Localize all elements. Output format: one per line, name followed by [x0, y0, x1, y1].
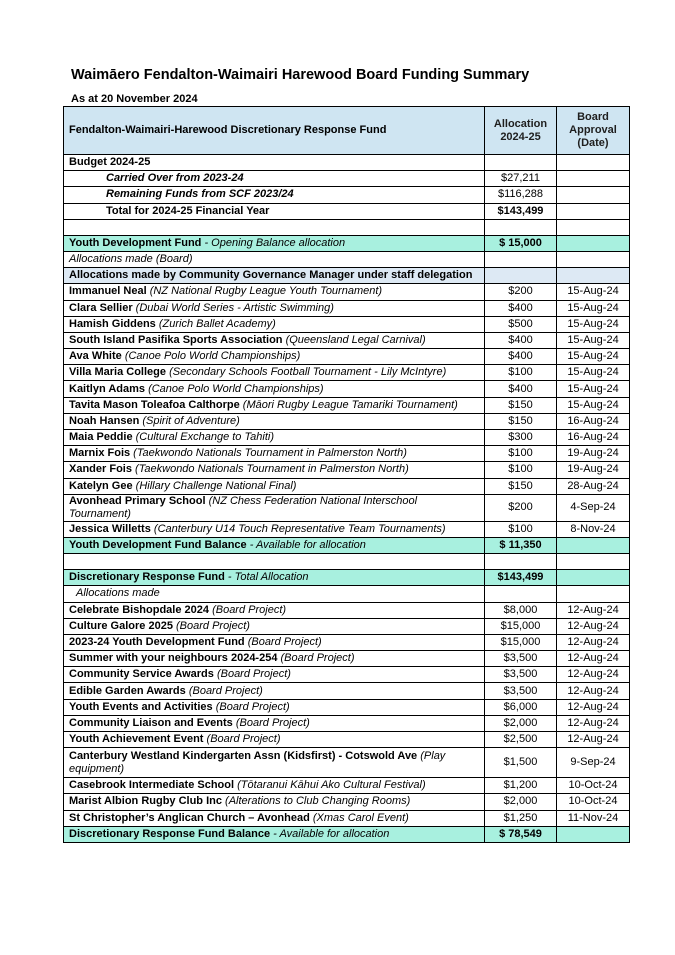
allocation-amount: $6,000: [485, 699, 557, 715]
budget-row: [64, 155, 630, 171]
approval-date: 12-Aug-24: [557, 699, 630, 715]
allocation-recipient-cell: [64, 715, 485, 731]
recipient-name: Ava White: [69, 350, 122, 363]
table-row: [64, 316, 630, 332]
recipient-name: Clara Sellier: [69, 301, 133, 314]
allocation-recipient-cell: [64, 683, 485, 699]
recipient-name: Marnix Fois: [69, 447, 131, 460]
recipient-purpose: (NZ National Rugby League Youth Tournament): [146, 285, 383, 298]
recipient-name: Noah Hansen: [69, 414, 140, 427]
drf-balance-note: - Available for allocation: [270, 827, 390, 840]
recipient-name: Culture Galore 2025: [69, 619, 173, 632]
approval-date: 15-Aug-24: [557, 300, 630, 316]
table-row: [64, 810, 630, 826]
recipient-purpose: (Māori Rugby League Tamariki Tournament): [239, 398, 458, 411]
drf-heading-row: [64, 570, 630, 586]
recipient-purpose: (Board Project): [212, 700, 290, 713]
approval-date: 12-Aug-24: [557, 732, 630, 748]
allocation-amount: $1,200: [485, 778, 557, 794]
allocation-amount: $300: [485, 430, 557, 446]
carried-over-row: [64, 171, 630, 187]
approval-date: 15-Aug-24: [557, 332, 630, 348]
header-fund-name: Fendalton-Waimairi-Harewood Discretionary Response Fund: [64, 107, 485, 155]
remaining-funds-row: [64, 187, 630, 203]
drf-heading: Discretionary Response Fund: [69, 571, 225, 584]
allocation-amount: $1,250: [485, 810, 557, 826]
recipient-name: Community Service Awards: [69, 668, 214, 681]
recipient-name: 2023-24 Youth Development Fund: [69, 635, 245, 648]
funding-table: [63, 106, 630, 843]
table-row: [64, 618, 630, 634]
allocation-recipient-cell: [64, 651, 485, 667]
allocation-recipient-cell: [64, 699, 485, 715]
recipient-name: Avonhead Primary School: [69, 494, 206, 507]
approval-date: 16-Aug-24: [557, 430, 630, 446]
recipient-purpose: (Queensland Legal Carnival): [282, 333, 426, 346]
allocation-recipient-cell: [64, 667, 485, 683]
allocation-recipient-cell: [64, 413, 485, 429]
approval-date: 28-Aug-24: [557, 478, 630, 494]
recipient-purpose: (Canoe Polo World Championships): [145, 382, 324, 395]
youth-fund-heading: Youth Development Fund: [69, 236, 202, 249]
recipient-purpose: (Spirit of Adventure): [139, 414, 240, 427]
youth-balance-value: $ 11,350: [485, 537, 557, 553]
approval-date: 15-Aug-24: [557, 284, 630, 300]
recipient-purpose: (Canterbury U14 Touch Representative Team Tournaments): [150, 522, 446, 535]
approval-date: 12-Aug-24: [557, 602, 630, 618]
table-row: [64, 365, 630, 381]
recipient-name: St Christopher’s Anglican Church – Avonhead: [69, 811, 310, 824]
approval-date: 4-Sep-24: [557, 494, 630, 521]
allocation-amount: $2,000: [485, 794, 557, 810]
allocation-recipient-cell: [64, 397, 485, 413]
allocation-amount: $400: [485, 349, 557, 365]
recipient-purpose: (Alterations to Club Changing Rooms): [221, 795, 411, 808]
allocation-amount: $150: [485, 478, 557, 494]
table-row: [64, 634, 630, 650]
recipient-name: South Island Pasifika Sports Association: [69, 333, 283, 346]
allocation-amount: $150: [485, 397, 557, 413]
approval-date: 9-Sep-24: [557, 748, 630, 778]
recipient-purpose: (Taekwondo Nationals Tournament in Palmerston North): [130, 447, 407, 460]
table-row: [64, 381, 630, 397]
recipient-purpose: (Board Project): [232, 716, 310, 729]
recipient-name: Jessica Willetts: [69, 522, 151, 535]
allocation-recipient-cell: [64, 365, 485, 381]
table-row: [64, 494, 630, 521]
allocation-recipient-cell: [64, 316, 485, 332]
allocation-amount: $500: [485, 316, 557, 332]
allocation-recipient-cell: [64, 300, 485, 316]
approval-date: 15-Aug-24: [557, 316, 630, 332]
header-approval-date: Board Approval (Date): [557, 107, 630, 155]
allocation-amount: $400: [485, 300, 557, 316]
recipient-name: Edible Garden Awards: [69, 684, 186, 697]
recipient-purpose: (Zurich Ballet Academy): [155, 317, 276, 330]
remaining-funds-value: $116,288: [485, 187, 557, 203]
recipient-purpose: (Cultural Exchange to Tahiti): [132, 431, 275, 444]
approval-date: 10-Oct-24: [557, 794, 630, 810]
allocation-amount: $100: [485, 462, 557, 478]
recipient-name: Youth Events and Activities: [69, 700, 213, 713]
delegation-heading-row: [64, 268, 630, 284]
table-row: [64, 778, 630, 794]
approval-date: 15-Aug-24: [557, 381, 630, 397]
approval-date: 19-Aug-24: [557, 446, 630, 462]
approval-date: 15-Aug-24: [557, 397, 630, 413]
recipient-purpose: (Board Project): [213, 668, 291, 681]
table-row: [64, 430, 630, 446]
recipient-name: Xander Fois: [69, 463, 132, 476]
recipient-purpose: (NZ Chess Federation National Interschool Tournament): [69, 494, 418, 520]
drf-total-value: $143,499: [485, 570, 557, 586]
allocation-recipient-cell: [64, 446, 485, 462]
allocation-recipient-cell: [64, 349, 485, 365]
allocation-amount: $1,500: [485, 748, 557, 778]
spacer-row: [64, 554, 630, 570]
table-row: [64, 446, 630, 462]
budget-label: Budget 2024-25: [64, 155, 485, 171]
recipient-purpose: (Taekwondo Nationals Tournament in Palmerston North): [131, 463, 409, 476]
approval-date: 8-Nov-24: [557, 521, 630, 537]
allocation-recipient-cell: [64, 521, 485, 537]
recipient-purpose: (Board Project): [277, 652, 355, 665]
table-row: [64, 651, 630, 667]
carried-over-value: $27,211: [485, 171, 557, 187]
recipient-name: Hamish Giddens: [69, 317, 156, 330]
table-row: [64, 462, 630, 478]
allocation-amount: $2,500: [485, 732, 557, 748]
recipient-purpose: (Board Project): [244, 635, 322, 648]
page-subtitle: As at 20 November 2024: [71, 93, 198, 105]
table-row: [64, 794, 630, 810]
allocation-amount: $15,000: [485, 634, 557, 650]
youth-balance-note: - Available for allocation: [246, 539, 366, 552]
table-row: [64, 397, 630, 413]
recipient-purpose: (Secondary Schools Football Tournament - Lily McIntyre): [166, 366, 447, 379]
recipient-purpose: (Canoe Polo World Championships): [121, 350, 301, 363]
table-row: [64, 748, 630, 778]
drf-balance-value: $ 78,549: [485, 826, 557, 842]
approval-date: 15-Aug-24: [557, 365, 630, 381]
recipient-purpose: (Dubai World Series - Artistic Swimming): [132, 301, 334, 314]
allocation-recipient-cell: [64, 494, 485, 521]
approval-date: 12-Aug-24: [557, 651, 630, 667]
drf-allocations-label: Allocations made: [64, 586, 485, 602]
allocation-amount: $400: [485, 332, 557, 348]
allocation-recipient-cell: [64, 332, 485, 348]
allocation-recipient-cell: [64, 794, 485, 810]
table-row: [64, 413, 630, 429]
approval-date: 19-Aug-24: [557, 462, 630, 478]
recipient-name: Canterbury Westland Kindergarten Assn (Kidsfirst) - Cotswold Ave: [69, 749, 418, 762]
recipient-name: Community Liaison and Events: [69, 716, 233, 729]
recipient-purpose: (Board Project): [185, 684, 263, 697]
allocation-recipient-cell: [64, 478, 485, 494]
allocation-amount: $8,000: [485, 602, 557, 618]
allocation-recipient-cell: [64, 430, 485, 446]
table-row: [64, 715, 630, 731]
recipient-name: Immanuel Neal: [69, 285, 147, 298]
table-row: [64, 732, 630, 748]
approval-date: 11-Nov-24: [557, 810, 630, 826]
approval-date: 12-Aug-24: [557, 667, 630, 683]
table-row: [64, 284, 630, 300]
allocation-amount: $3,500: [485, 651, 557, 667]
youth-fund-heading-note: - Opening Balance allocation: [201, 236, 346, 249]
allocation-amount: $100: [485, 446, 557, 462]
allocation-amount: $150: [485, 413, 557, 429]
recipient-purpose: (Board Project): [172, 619, 250, 632]
recipient-name: Marist Albion Rugby Club Inc: [69, 795, 222, 808]
table-row: [64, 332, 630, 348]
youth-board-allocations-label: Allocations made (Board): [64, 251, 485, 267]
allocation-recipient-cell: [64, 602, 485, 618]
allocation-recipient-cell: [64, 618, 485, 634]
delegation-heading: Allocations made by Community Governance Manager under staff delegation: [64, 268, 485, 284]
allocation-recipient-cell: [64, 462, 485, 478]
allocation-amount: $3,500: [485, 683, 557, 699]
allocation-amount: $3,500: [485, 667, 557, 683]
carried-over-label: Carried Over from 2023-24: [64, 171, 485, 187]
table-row: [64, 699, 630, 715]
allocation-amount: $2,000: [485, 715, 557, 731]
recipient-purpose: (Board Project): [203, 733, 281, 746]
allocation-amount: $100: [485, 521, 557, 537]
table-row: [64, 478, 630, 494]
recipient-purpose: (Tōtaranui Kāhui Ako Cultural Festival): [234, 779, 426, 792]
spacer-row: [64, 219, 630, 235]
table-row: [64, 602, 630, 618]
youth-balance-label: Youth Development Fund Balance: [69, 539, 247, 552]
allocation-amount: $400: [485, 381, 557, 397]
youth-balance-row: [64, 537, 630, 553]
allocation-recipient-cell: [64, 748, 485, 778]
recipient-name: Casebrook Intermediate School: [69, 779, 235, 792]
remaining-funds-label: Remaining Funds from SCF 2023/24: [64, 187, 485, 203]
approval-date: 10-Oct-24: [557, 778, 630, 794]
recipient-name: Youth Achievement Event: [69, 733, 204, 746]
allocation-recipient-cell: [64, 732, 485, 748]
table-row: [64, 521, 630, 537]
approval-date: 16-Aug-24: [557, 413, 630, 429]
recipient-name: Celebrate Bishopdale 2024: [69, 603, 210, 616]
approval-date: 15-Aug-24: [557, 349, 630, 365]
allocation-recipient-cell: [64, 810, 485, 826]
recipient-purpose: (Play equipment): [69, 749, 446, 775]
table-row: [64, 667, 630, 683]
allocation-recipient-cell: [64, 381, 485, 397]
drf-heading-note: - Total Allocation: [224, 571, 309, 584]
total-value: $143,499: [485, 203, 557, 219]
approval-date: 12-Aug-24: [557, 715, 630, 731]
table-header-row: [64, 107, 630, 155]
youth-board-allocations-row: [64, 251, 630, 267]
recipient-purpose: (Board Project): [209, 603, 287, 616]
approval-date: 12-Aug-24: [557, 683, 630, 699]
allocation-recipient-cell: [64, 778, 485, 794]
total-label: Total for 2024-25 Financial Year: [64, 203, 485, 219]
total-row: [64, 203, 630, 219]
table-row: [64, 683, 630, 699]
recipient-name: Kaitlyn Adams: [69, 382, 146, 395]
youth-fund-opening-value: $ 15,000: [485, 235, 557, 251]
recipient-purpose: (Xmas Carol Event): [309, 811, 409, 824]
allocation-amount: $200: [485, 284, 557, 300]
approval-date: 12-Aug-24: [557, 618, 630, 634]
drf-allocations-row: [64, 586, 630, 602]
allocation-amount: $100: [485, 365, 557, 381]
recipient-name: Summer with your neighbours 2024-254: [69, 652, 278, 665]
recipient-purpose: (Hillary Challenge National Final): [132, 479, 297, 492]
table-row: [64, 300, 630, 316]
page-title: Waimāero Fendalton-Waimairi Harewood Board Funding Summary: [71, 67, 530, 83]
recipient-name: Maia Peddie: [69, 431, 133, 444]
approval-date: 12-Aug-24: [557, 634, 630, 650]
drf-balance-row: [64, 826, 630, 842]
allocation-amount: $200: [485, 494, 557, 521]
recipient-name: Villa Maria College: [69, 366, 167, 379]
allocation-recipient-cell: [64, 634, 485, 650]
allocation-amount: $15,000: [485, 618, 557, 634]
youth-fund-heading-row: [64, 235, 630, 251]
allocation-recipient-cell: [64, 284, 485, 300]
recipient-name: Tavita Mason Toleafoa Calthorpe: [69, 398, 240, 411]
table-row: [64, 349, 630, 365]
drf-balance-label: Discretionary Response Fund Balance: [69, 827, 271, 840]
header-allocation: Allocation 2024-25: [485, 107, 557, 155]
recipient-name: Katelyn Gee: [69, 479, 133, 492]
